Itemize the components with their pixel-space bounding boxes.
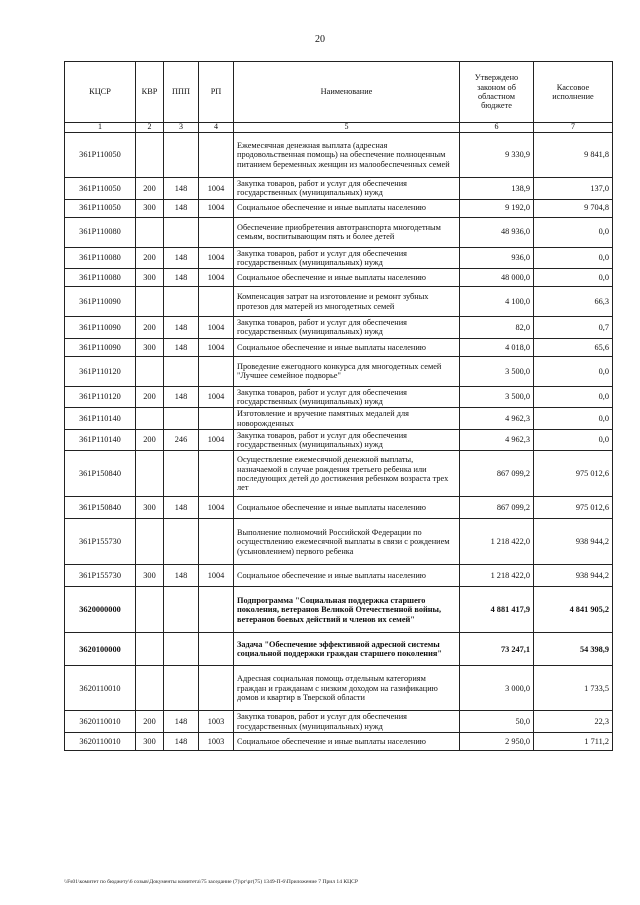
table-row bbox=[65, 269, 613, 287]
column-number: 1 bbox=[65, 123, 136, 133]
cell-executed: 22,3 bbox=[534, 711, 613, 733]
cell-approved: 9 192,0 bbox=[460, 199, 534, 217]
cell-ppp: 148 bbox=[164, 247, 199, 269]
cell-approved: 138,9 bbox=[460, 178, 534, 200]
cell-approved: 50,0 bbox=[460, 711, 534, 733]
column-number: 5 bbox=[234, 123, 460, 133]
cell-rp: 1004 bbox=[199, 338, 234, 356]
header-ppp: ППП bbox=[164, 62, 199, 123]
cell-name: Подпрограмма "Социальная поддержка старшего поколения, ветеранов Великой Отечественной войны, ветеранов боевых действий и членов их семей" bbox=[234, 587, 460, 633]
cell-ppp bbox=[164, 633, 199, 666]
table-row bbox=[65, 451, 613, 497]
cell-kcsr: 361P110120 bbox=[65, 356, 136, 386]
page-number: 20 bbox=[315, 34, 325, 45]
table-header-row bbox=[65, 62, 613, 123]
cell-executed: 0,0 bbox=[534, 386, 613, 408]
cell-kvr: 300 bbox=[136, 199, 164, 217]
cell-executed: 65,6 bbox=[534, 338, 613, 356]
cell-name: Социальное обеспечение и иные выплаты населению bbox=[234, 497, 460, 519]
cell-name: Закупка товаров, работ и услуг для обеспечения государственных (муниципальных) нужд bbox=[234, 386, 460, 408]
cell-name: Закупка товаров, работ и услуг для обеспечения государственных (муниципальных) нужд bbox=[234, 247, 460, 269]
table-row bbox=[65, 633, 613, 666]
header-approved: Утверждено законом об областном бюджете bbox=[460, 62, 534, 123]
cell-executed: 938 944,2 bbox=[534, 565, 613, 587]
cell-ppp bbox=[164, 587, 199, 633]
cell-executed: 1 733,5 bbox=[534, 666, 613, 711]
cell-name: Закупка товаров, работ и услуг для обеспечения государственных (муниципальных) нужд bbox=[234, 178, 460, 200]
cell-kvr bbox=[136, 356, 164, 386]
table-row bbox=[65, 133, 613, 178]
cell-executed: 0,0 bbox=[534, 429, 613, 451]
cell-kcsr: 361P155730 bbox=[65, 565, 136, 587]
table-row bbox=[65, 565, 613, 587]
table-row bbox=[65, 247, 613, 269]
cell-name: Компенсация затрат на изготовление и ремонт зубных протезов для матерей из многодетных семей bbox=[234, 287, 460, 317]
cell-rp: 1004 bbox=[199, 178, 234, 200]
cell-approved: 867 099,2 bbox=[460, 451, 534, 497]
cell-ppp bbox=[164, 408, 199, 430]
cell-approved: 73 247,1 bbox=[460, 633, 534, 666]
cell-kvr: 300 bbox=[136, 732, 164, 750]
table-row bbox=[65, 356, 613, 386]
cell-approved: 936,0 bbox=[460, 247, 534, 269]
cell-name: Выполнение полномочий Российской Федерации по осуществлению ежемесячной выплаты в связи с рождением (усыновлением) первого ребенка bbox=[234, 519, 460, 565]
cell-ppp: 148 bbox=[164, 338, 199, 356]
table-row bbox=[65, 217, 613, 247]
cell-kcsr: 361P110090 bbox=[65, 287, 136, 317]
cell-executed: 0,0 bbox=[534, 408, 613, 430]
cell-ppp bbox=[164, 287, 199, 317]
cell-rp bbox=[199, 408, 234, 430]
cell-name: Изготовление и вручение памятных медалей для новорожденных bbox=[234, 408, 460, 430]
cell-kvr bbox=[136, 133, 164, 178]
table-row bbox=[65, 178, 613, 200]
cell-rp: 1004 bbox=[199, 565, 234, 587]
cell-rp: 1003 bbox=[199, 732, 234, 750]
cell-kvr: 200 bbox=[136, 429, 164, 451]
cell-kcsr: 3620110010 bbox=[65, 711, 136, 733]
cell-kcsr: 3620110010 bbox=[65, 666, 136, 711]
column-number: 2 bbox=[136, 123, 164, 133]
cell-kvr: 200 bbox=[136, 386, 164, 408]
cell-ppp: 148 bbox=[164, 317, 199, 339]
cell-kvr bbox=[136, 408, 164, 430]
header-kcsr: КЦСР bbox=[65, 62, 136, 123]
table-row bbox=[65, 519, 613, 565]
cell-executed: 0,7 bbox=[534, 317, 613, 339]
cell-kcsr: 361P110140 bbox=[65, 408, 136, 430]
header-executed: Кассовое исполнение bbox=[534, 62, 613, 123]
cell-kcsr: 361P110050 bbox=[65, 178, 136, 200]
cell-approved: 3 500,0 bbox=[460, 386, 534, 408]
column-number: 3 bbox=[164, 123, 199, 133]
cell-approved: 867 099,2 bbox=[460, 497, 534, 519]
cell-rp bbox=[199, 217, 234, 247]
cell-rp: 1004 bbox=[199, 317, 234, 339]
cell-kvr bbox=[136, 287, 164, 317]
cell-name: Адресная социальная помощь отдельным категориям граждан и гражданам с низким доходом на газификацию домов и квартир в Тверской области bbox=[234, 666, 460, 711]
cell-rp bbox=[199, 666, 234, 711]
cell-kcsr: 361P110080 bbox=[65, 217, 136, 247]
cell-approved: 9 330,9 bbox=[460, 133, 534, 178]
cell-kvr bbox=[136, 587, 164, 633]
header-kvr: КВР bbox=[136, 62, 164, 123]
cell-name: Осуществление ежемесячной денежной выплаты, назначаемой в случае рождения третьего ребенка или последующих детей до достижения ребенком возраста трех лет bbox=[234, 451, 460, 497]
cell-executed: 9 704,8 bbox=[534, 199, 613, 217]
cell-rp: 1004 bbox=[199, 269, 234, 287]
table-row bbox=[65, 408, 613, 430]
cell-rp: 1004 bbox=[199, 429, 234, 451]
budget-table bbox=[64, 61, 613, 751]
cell-approved: 4 100,0 bbox=[460, 287, 534, 317]
cell-kvr: 300 bbox=[136, 269, 164, 287]
cell-ppp: 148 bbox=[164, 178, 199, 200]
cell-name: Задача "Обеспечение эффективной адресной системы социальной поддержки граждан старшего поколения" bbox=[234, 633, 460, 666]
cell-name: Социальное обеспечение и иные выплаты населению bbox=[234, 338, 460, 356]
cell-kcsr: 361P110090 bbox=[65, 338, 136, 356]
cell-ppp: 148 bbox=[164, 565, 199, 587]
cell-rp bbox=[199, 587, 234, 633]
cell-executed: 0,0 bbox=[534, 217, 613, 247]
header-name: Наименование bbox=[234, 62, 460, 123]
cell-ppp bbox=[164, 666, 199, 711]
cell-kcsr: 361P110080 bbox=[65, 269, 136, 287]
cell-ppp bbox=[164, 356, 199, 386]
cell-ppp: 246 bbox=[164, 429, 199, 451]
cell-name: Ежемесячная денежная выплата (адресная продовольственная помощь) на обеспечение полноценным питанием беременных женщин из малообеспеченных семей bbox=[234, 133, 460, 178]
cell-kvr bbox=[136, 451, 164, 497]
cell-approved: 48 936,0 bbox=[460, 217, 534, 247]
column-number: 6 bbox=[460, 123, 534, 133]
cell-rp: 1004 bbox=[199, 247, 234, 269]
cell-approved: 4 962,3 bbox=[460, 408, 534, 430]
cell-kcsr: 361P110140 bbox=[65, 429, 136, 451]
cell-approved: 4 881 417,9 bbox=[460, 587, 534, 633]
cell-approved: 2 950,0 bbox=[460, 732, 534, 750]
cell-name: Проведение ежегодного конкурса для многодетных семей "Лучшее семейное подворье" bbox=[234, 356, 460, 386]
table-row bbox=[65, 666, 613, 711]
cell-approved: 48 000,0 bbox=[460, 269, 534, 287]
cell-kcsr: 3620000000 bbox=[65, 587, 136, 633]
cell-kvr: 300 bbox=[136, 338, 164, 356]
table-row bbox=[65, 317, 613, 339]
cell-kvr: 200 bbox=[136, 711, 164, 733]
cell-name: Закупка товаров, работ и услуг для обеспечения государственных (муниципальных) нужд bbox=[234, 711, 460, 733]
cell-kvr: 200 bbox=[136, 317, 164, 339]
cell-kvr bbox=[136, 519, 164, 565]
cell-executed: 938 944,2 bbox=[534, 519, 613, 565]
cell-ppp: 148 bbox=[164, 386, 199, 408]
cell-name: Закупка товаров, работ и услуг для обеспечения государственных (муниципальных) нужд bbox=[234, 429, 460, 451]
cell-kcsr: 361P110090 bbox=[65, 317, 136, 339]
cell-kcsr: 361P150840 bbox=[65, 497, 136, 519]
cell-ppp bbox=[164, 451, 199, 497]
cell-kcsr: 361P110050 bbox=[65, 133, 136, 178]
cell-kvr: 200 bbox=[136, 247, 164, 269]
cell-kcsr: 361P110120 bbox=[65, 386, 136, 408]
cell-name: Социальное обеспечение и иные выплаты населению bbox=[234, 199, 460, 217]
cell-name: Социальное обеспечение и иные выплаты населению bbox=[234, 269, 460, 287]
table-row bbox=[65, 287, 613, 317]
cell-kvr bbox=[136, 666, 164, 711]
cell-rp bbox=[199, 287, 234, 317]
cell-kcsr: 361P110050 bbox=[65, 199, 136, 217]
cell-approved: 82,0 bbox=[460, 317, 534, 339]
cell-kcsr: 361P150840 bbox=[65, 451, 136, 497]
cell-executed: 137,0 bbox=[534, 178, 613, 200]
cell-approved: 4 962,3 bbox=[460, 429, 534, 451]
cell-ppp: 148 bbox=[164, 269, 199, 287]
cell-rp bbox=[199, 133, 234, 178]
cell-ppp bbox=[164, 217, 199, 247]
cell-kcsr: 361P110080 bbox=[65, 247, 136, 269]
column-number: 7 bbox=[534, 123, 613, 133]
table-row bbox=[65, 338, 613, 356]
table-row bbox=[65, 199, 613, 217]
cell-approved: 1 218 422,0 bbox=[460, 565, 534, 587]
cell-rp bbox=[199, 356, 234, 386]
cell-approved: 3 000,0 bbox=[460, 666, 534, 711]
cell-rp: 1004 bbox=[199, 497, 234, 519]
cell-kcsr: 3620110010 bbox=[65, 732, 136, 750]
cell-approved: 3 500,0 bbox=[460, 356, 534, 386]
cell-name: Социальное обеспечение и иные выплаты населению bbox=[234, 732, 460, 750]
column-number-row bbox=[65, 123, 613, 133]
cell-ppp: 148 bbox=[164, 497, 199, 519]
table-row bbox=[65, 386, 613, 408]
cell-ppp: 148 bbox=[164, 199, 199, 217]
cell-kcsr: 361P155730 bbox=[65, 519, 136, 565]
cell-kvr bbox=[136, 217, 164, 247]
table-row bbox=[65, 732, 613, 750]
cell-kvr bbox=[136, 633, 164, 666]
cell-rp: 1003 bbox=[199, 711, 234, 733]
table-row bbox=[65, 587, 613, 633]
cell-executed: 4 841 905,2 bbox=[534, 587, 613, 633]
table-row bbox=[65, 711, 613, 733]
table-body bbox=[65, 133, 613, 751]
cell-executed: 9 841,8 bbox=[534, 133, 613, 178]
cell-rp bbox=[199, 519, 234, 565]
header-rp: РП bbox=[199, 62, 234, 123]
cell-executed: 0,0 bbox=[534, 247, 613, 269]
cell-approved: 1 218 422,0 bbox=[460, 519, 534, 565]
cell-ppp: 148 bbox=[164, 711, 199, 733]
cell-name: Обеспечение приобретения автотранспорта многодетным семьям, воспитывающим пять и более детей bbox=[234, 217, 460, 247]
cell-ppp bbox=[164, 519, 199, 565]
cell-kvr: 200 bbox=[136, 178, 164, 200]
column-number: 4 bbox=[199, 123, 234, 133]
cell-executed: 1 711,2 bbox=[534, 732, 613, 750]
cell-kcsr: 3620100000 bbox=[65, 633, 136, 666]
cell-rp bbox=[199, 451, 234, 497]
cell-ppp: 148 bbox=[164, 732, 199, 750]
cell-rp: 1004 bbox=[199, 199, 234, 217]
cell-rp bbox=[199, 633, 234, 666]
cell-approved: 4 018,0 bbox=[460, 338, 534, 356]
cell-ppp bbox=[164, 133, 199, 178]
table-row bbox=[65, 429, 613, 451]
cell-kvr: 300 bbox=[136, 497, 164, 519]
cell-executed: 975 012,6 bbox=[534, 497, 613, 519]
cell-executed: 0,0 bbox=[534, 269, 613, 287]
cell-rp: 1004 bbox=[199, 386, 234, 408]
cell-executed: 0,0 bbox=[534, 356, 613, 386]
cell-name: Социальное обеспечение и иные выплаты населению bbox=[234, 565, 460, 587]
cell-kvr: 300 bbox=[136, 565, 164, 587]
cell-executed: 54 398,9 bbox=[534, 633, 613, 666]
cell-executed: 66,3 bbox=[534, 287, 613, 317]
table-row bbox=[65, 497, 613, 519]
cell-executed: 975 012,6 bbox=[534, 451, 613, 497]
cell-name: Закупка товаров, работ и услуг для обеспечения государственных (муниципальных) нужд bbox=[234, 317, 460, 339]
file-path-footer: \\Fs01\комитет по бюджету\6 созыв\Документы комитета\75 заседание (7)\рг\рг(75) 1349-П-6\Приложение 7 Прил 14 КЦСР bbox=[64, 879, 359, 885]
